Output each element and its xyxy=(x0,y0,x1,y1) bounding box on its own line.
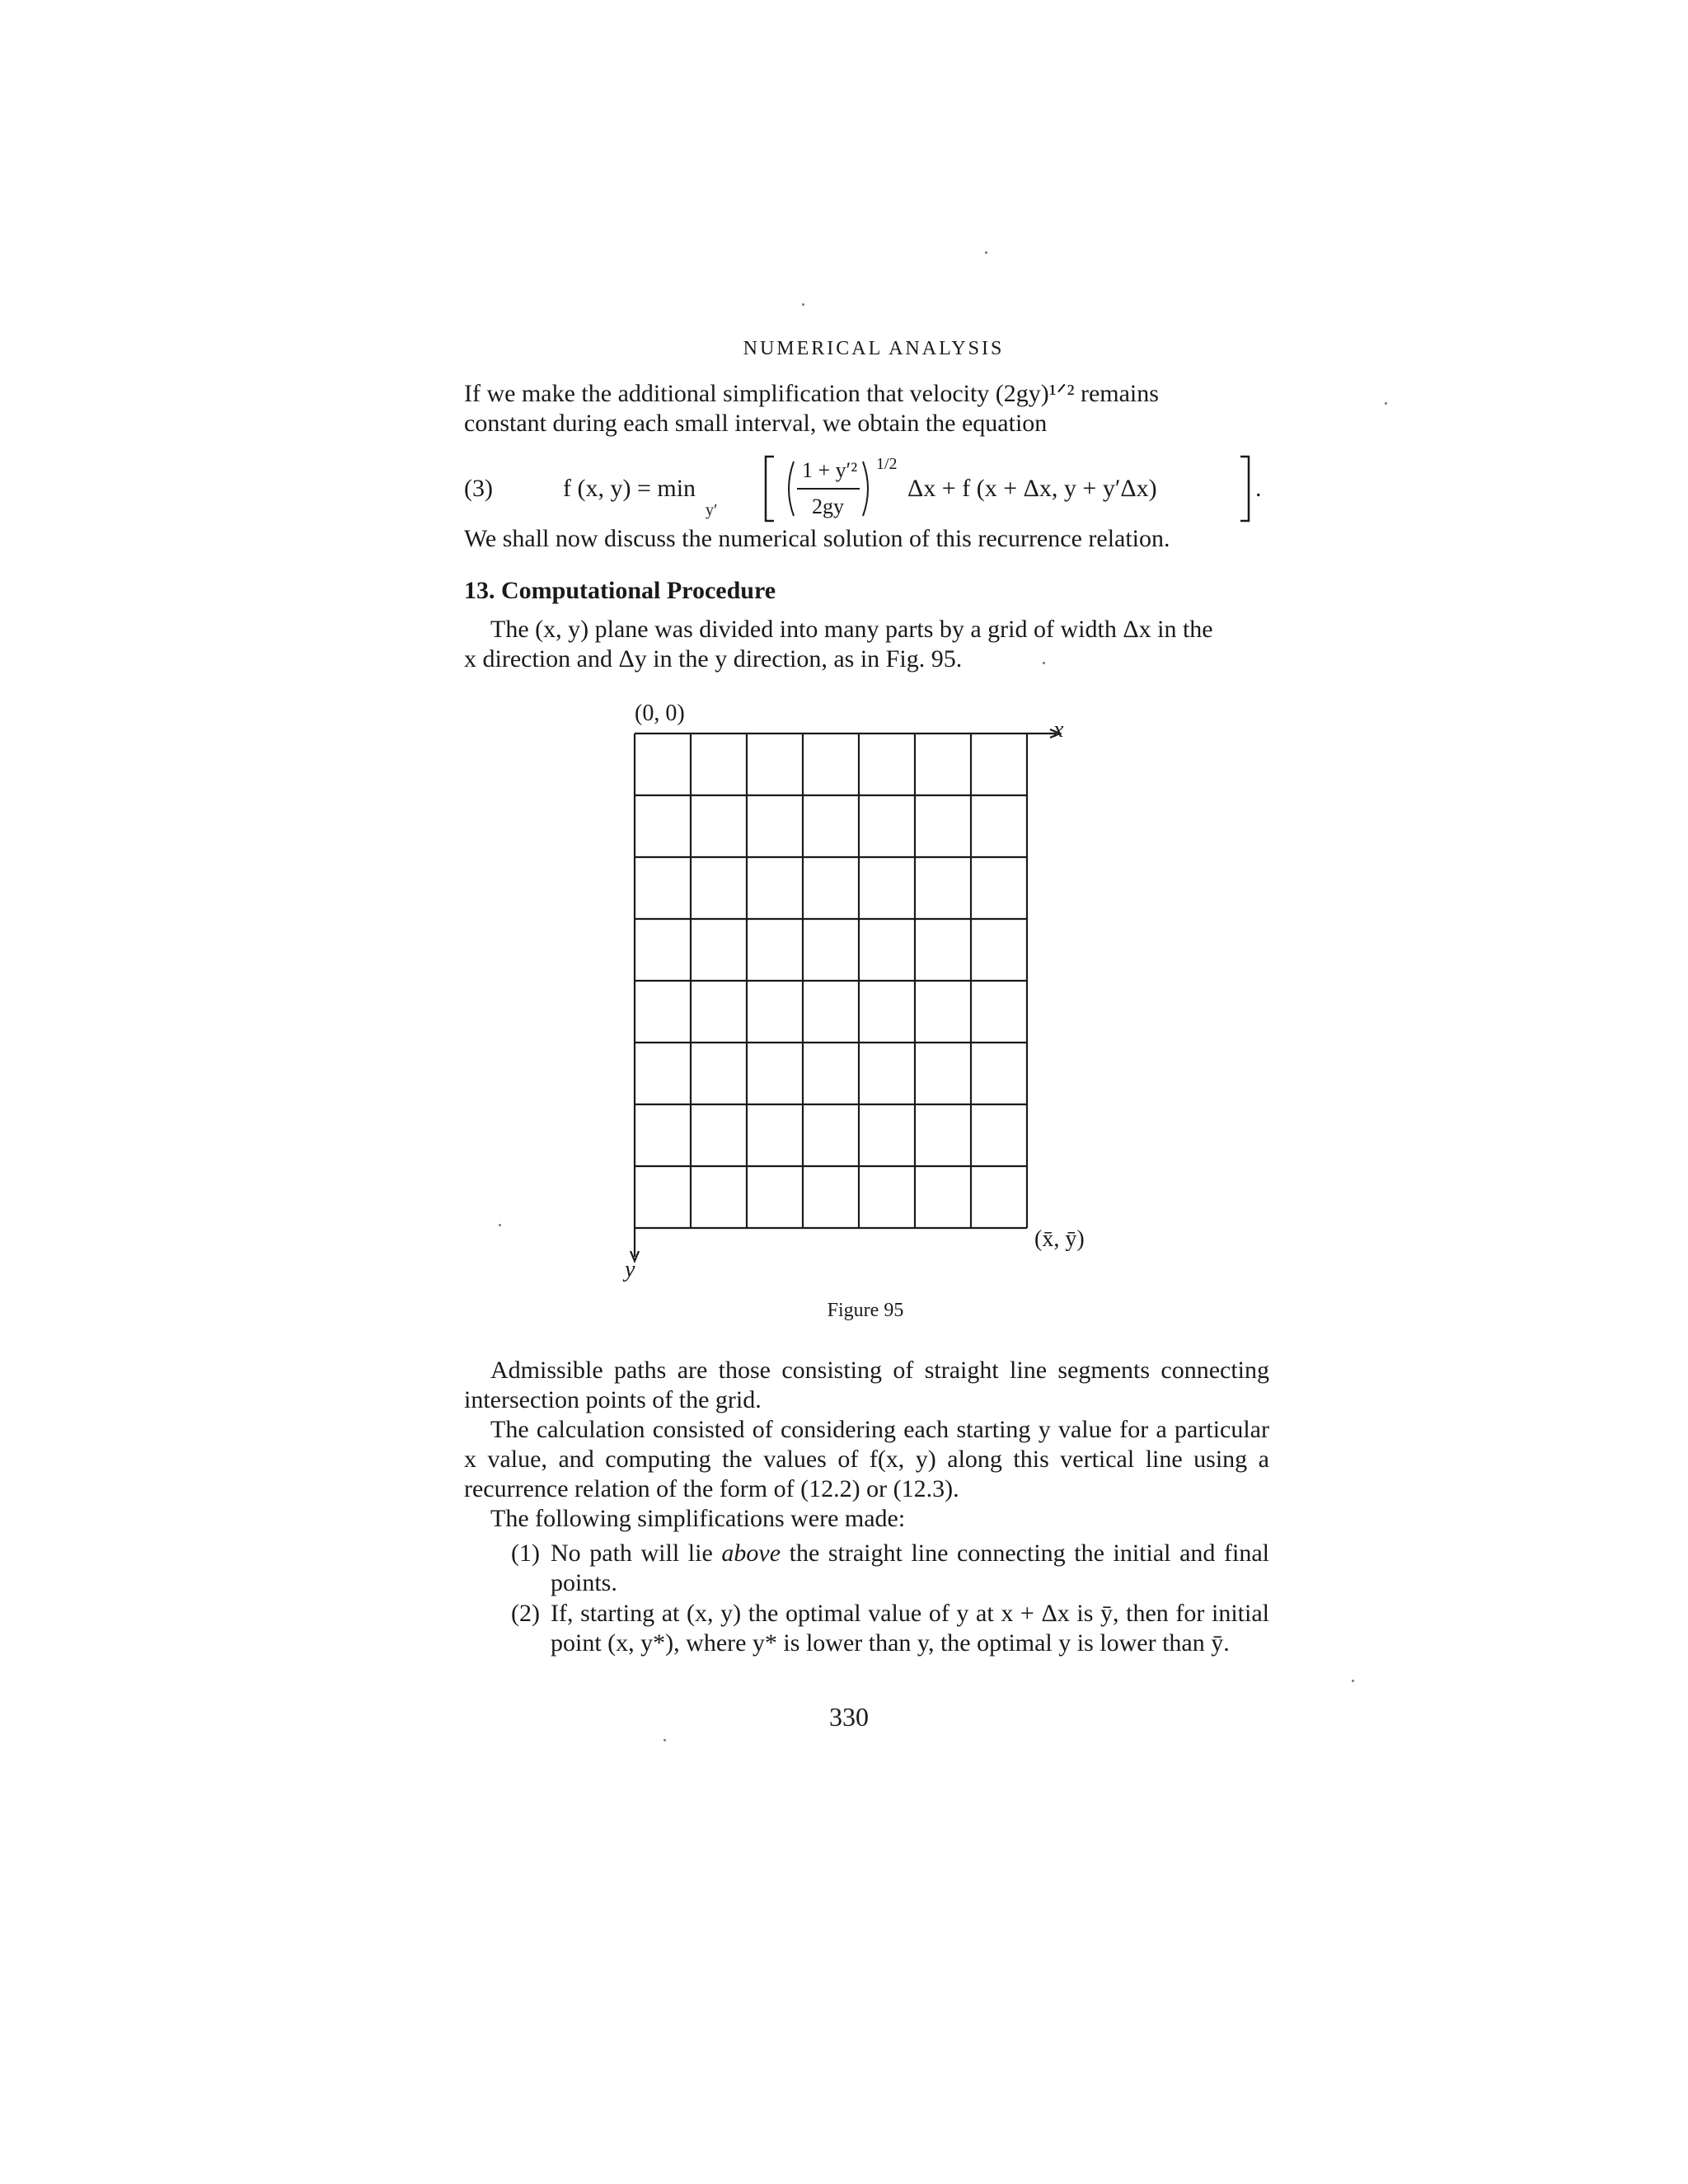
origin-label: (0, 0) xyxy=(635,701,685,726)
item-number: (2) xyxy=(511,1600,540,1627)
scan-speck xyxy=(1043,662,1045,664)
y-axis-label: y xyxy=(625,1257,635,1282)
body-paragraphs xyxy=(464,1356,1269,1534)
emphasis-above: above xyxy=(721,1540,781,1567)
scan-speck xyxy=(1385,402,1387,405)
scan-speck xyxy=(802,303,804,306)
item-number: (1) xyxy=(511,1540,540,1567)
equation-body xyxy=(563,452,1272,526)
scan-speck xyxy=(1352,1680,1354,1682)
section-title: Computational Procedure xyxy=(501,577,776,604)
section-heading xyxy=(464,577,776,605)
paragraph-admissible-paths: Admissible paths are those consisting of straight line segments connecting intersection points of the grid. xyxy=(464,1357,1269,1413)
equation-period: . xyxy=(1255,475,1262,502)
intro-paragraph xyxy=(464,379,1269,438)
grid-figure xyxy=(618,701,1113,1294)
min-subscript: y′ xyxy=(706,501,718,519)
intro-line-2: constant during each small interval, we obtain the equation xyxy=(464,410,1048,437)
equation-lhs: f (x, y) = min xyxy=(563,475,696,502)
scan-speck xyxy=(985,251,987,254)
paragraph-simplifications-intro: The following simplifications were made: xyxy=(490,1505,906,1532)
equation-number: (3) xyxy=(464,475,493,502)
equation-3 xyxy=(464,452,1269,526)
equation-rhs: Δx + f (x + Δx, y + y′Δx) xyxy=(907,475,1157,502)
end-point-label: (x̄, ȳ) xyxy=(1034,1226,1085,1252)
scan-speck xyxy=(663,1739,666,1741)
exponent: 1/2 xyxy=(876,455,898,473)
grid-paragraph xyxy=(464,615,1269,674)
item-text: If, starting at (x, y) the optimal value of y at x + Δx is ȳ, then for initial point (x, y*), where y* is lower than y, the optimal y is lower than ȳ. xyxy=(551,1600,1269,1657)
grid-line-2: x direction and Δy in the y direction, as in Fig. 95. xyxy=(464,645,963,673)
grid-line-1: The (x, y) plane was divided into many parts by a grid of width Δx in the xyxy=(490,616,1213,643)
page-number: 330 xyxy=(829,1702,869,1732)
fraction-denominator: 2gy xyxy=(812,494,844,518)
figure-caption: Figure 95 xyxy=(827,1300,904,1321)
section-number: 13. xyxy=(464,577,495,604)
fraction-numerator: 1 + y′² xyxy=(802,458,858,482)
after-equation-line: We shall now discuss the numerical solution of this recurrence relation. xyxy=(464,525,1170,552)
scan-speck xyxy=(499,1224,501,1226)
item-text: No path will lie above the straight line connecting the initial and final points. xyxy=(551,1540,1269,1596)
paragraph-calculation: The calculation consisted of considering each starting y value for a particular x value, and computing the values of f(x, y) along this vertical line using a recurrence relation of the form of (12.2) or (12.3). xyxy=(464,1416,1269,1502)
running-head: NUMERICAL ANALYSIS xyxy=(743,338,1005,359)
intro-line-1: If we make the additional simplification that velocity (2gy)¹ᐟ² remains xyxy=(464,380,1159,407)
figure-95 xyxy=(618,701,1113,1294)
x-axis-label: x xyxy=(1053,717,1064,743)
